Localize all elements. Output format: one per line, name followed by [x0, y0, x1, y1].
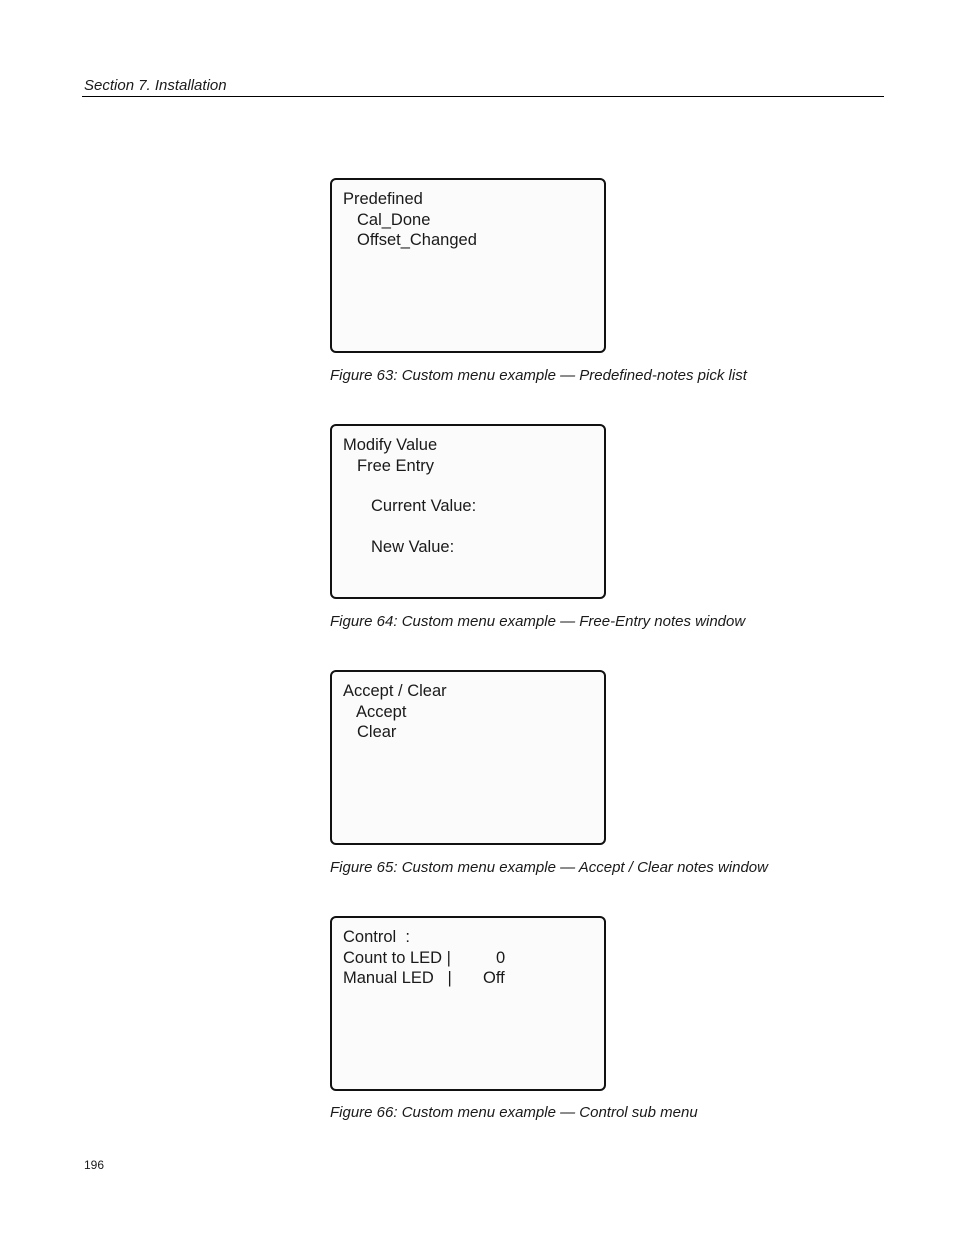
menu-title: Accept / Clear — [343, 682, 447, 700]
page-number: 196 — [84, 1158, 105, 1172]
menu-screen-control — [330, 916, 606, 1091]
figure-caption: Figure 66: Custom menu example — Control sub menu — [330, 1104, 698, 1121]
new-value-label: New Value: — [371, 538, 455, 556]
count-to-led-value: 0 — [496, 949, 506, 967]
figure-caption: Figure 63: Custom menu example — Predefined-notes pick list — [330, 367, 747, 384]
menu-item-accept: Accept — [356, 703, 407, 721]
menu-item-free-entry: Free Entry — [357, 457, 435, 475]
count-to-led-label: Count to LED | — [343, 949, 451, 967]
figure-caption: Figure 65: Custom menu example — Accept / Clear notes window — [330, 859, 768, 876]
menu-title: Modify Value — [343, 436, 438, 454]
menu-item-clear: Clear — [357, 723, 397, 741]
header-rule — [82, 96, 884, 97]
menu-item-cal-done: Cal_Done — [357, 211, 431, 229]
current-value-label: Current Value: — [371, 497, 477, 515]
manual-led-value: Off — [483, 969, 505, 987]
menu-screen-accept-clear — [330, 670, 606, 845]
menu-title: Control : — [343, 928, 410, 946]
menu-screen-predefined — [330, 178, 606, 353]
menu-title: Predefined — [343, 190, 423, 208]
manual-led-label: Manual LED | — [343, 969, 452, 987]
menu-item-offset-changed: Offset_Changed — [357, 231, 477, 249]
section-header: Section 7. Installation — [84, 77, 227, 94]
menu-screen-modify-value — [330, 424, 606, 599]
figure-caption: Figure 64: Custom menu example — Free-Entry notes window — [330, 613, 746, 630]
